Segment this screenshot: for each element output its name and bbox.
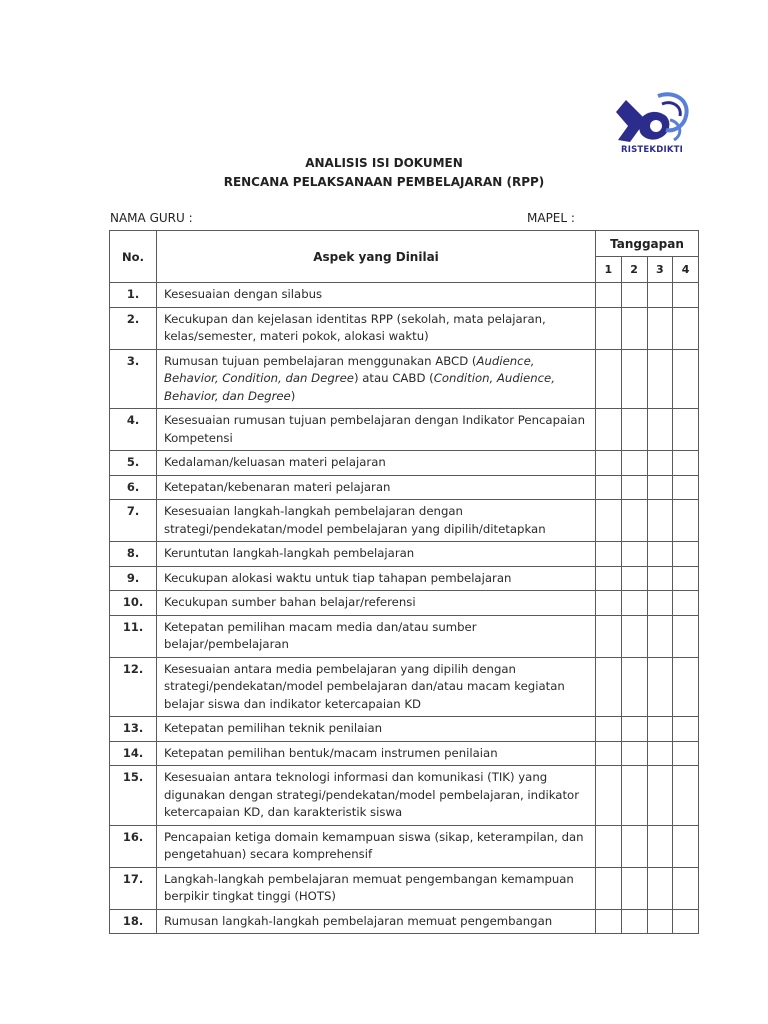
score-cell-3[interactable] [647,615,673,657]
score-cell-3[interactable] [647,766,673,826]
document-title: ANALISIS ISI DOKUMEN [305,156,463,170]
row-number: 15. [110,766,157,826]
row-aspect [157,909,596,934]
table-header-row [110,231,699,257]
score-cell-1[interactable] [596,566,622,591]
row-number: 1. [110,283,157,308]
table-row [110,591,699,616]
table-row [110,500,699,542]
aspect-text: Rumusan tujuan pembelajaran menggunakan ABCD ( [164,353,477,368]
score-cell-2[interactable] [621,542,647,567]
score-cell-4[interactable] [673,500,699,542]
score-cell-1[interactable] [596,909,622,934]
row-aspect [157,867,596,909]
aspect-text: Ketepatan/kebenaran materi pelajaran [164,479,391,494]
mapel-label: MAPEL : [527,211,575,225]
row-aspect [157,451,596,476]
score-cell-4[interactable] [673,349,699,409]
score-cell-3[interactable] [647,909,673,934]
aspect-text: Kecukupan alokasi waktu untuk tiap tahapan pembelajaran [164,570,512,585]
table-row [110,717,699,742]
score-cell-2[interactable] [621,591,647,616]
aspect-text: Kesesuaian rumusan tujuan pembelajaran dengan Indikator Pencapaian Kompetensi [164,413,585,445]
table-row [110,867,699,909]
aspect-text: Kesesuaian dengan silabus [164,287,323,301]
score-cell-1[interactable] [596,766,622,826]
table-row [110,766,699,826]
ristekdikti-logo-icon [612,90,692,146]
header-no: No. [110,231,157,283]
score-header-2: 2 [621,257,647,283]
row-aspect [157,657,596,717]
score-cell-1[interactable] [596,867,622,909]
table-row [110,566,699,591]
aspect-text: Kesesuaian langkah-langkah pembelajaran dengan strategi/pendekatan/model pembelajaran yang dipilih/ditetapkan [164,504,546,536]
row-number: 18. [110,909,157,934]
table-row [110,909,699,934]
score-header-4: 4 [673,257,699,283]
score-cell-3[interactable] [647,741,673,766]
aspect-text-italic: Audience, Behavior, Condition, dan Degree [164,353,535,385]
score-cell-4[interactable] [673,615,699,657]
row-number: 2. [110,307,157,349]
score-cell-2[interactable] [621,349,647,409]
score-cell-3[interactable] [647,451,673,476]
score-cell-1[interactable] [596,451,622,476]
row-aspect [157,409,596,451]
row-number: 10. [110,591,157,616]
row-aspect [157,500,596,542]
aspect-text: Kecukupan dan kejelasan identitas RPP (sekolah, mata pelajaran, kelas/semester, materi pokok, alokasi waktu) [164,311,546,343]
row-number: 5. [110,451,157,476]
score-cell-2[interactable] [621,741,647,766]
row-aspect [157,615,596,657]
score-cell-4[interactable] [673,307,699,349]
aspect-text: Langkah-langkah pembelajaran memuat pengembangan kemampuan berpikir tingkat tinggi (HOTS) [164,871,574,903]
aspect-text: Kedalaman/keluasan materi pelajaran [164,455,386,469]
score-cell-1[interactable] [596,307,622,349]
score-cell-1[interactable] [596,349,622,409]
ristekdikti-logo [612,90,692,156]
score-cell-3[interactable] [647,591,673,616]
row-number: 9. [110,566,157,591]
score-cell-2[interactable] [621,307,647,349]
score-cell-3[interactable] [647,717,673,742]
row-aspect [157,475,596,500]
table-row [110,349,699,409]
score-cell-2[interactable] [621,717,647,742]
score-cell-1[interactable] [596,591,622,616]
score-cell-1[interactable] [596,542,622,567]
score-cell-3[interactable] [647,500,673,542]
score-cell-4[interactable] [673,475,699,500]
row-aspect [157,283,596,308]
score-cell-4[interactable] [673,542,699,567]
score-header-1: 1 [596,257,622,283]
row-number: 7. [110,500,157,542]
score-cell-3[interactable] [647,475,673,500]
score-cell-3[interactable] [647,867,673,909]
aspect-text: ) [290,388,296,403]
row-aspect [157,307,596,349]
score-cell-3[interactable] [647,542,673,567]
score-cell-4[interactable] [673,867,699,909]
aspect-text: Kesesuaian antara teknologi informasi dan komunikasi (TIK) yang digunakan dengan strategi/pendekatan/model pembelajaran, indikator ketercapaian KD, dan karakteristik siswa [164,770,580,819]
score-cell-3[interactable] [647,307,673,349]
score-cell-2[interactable] [621,409,647,451]
score-cell-4[interactable] [673,717,699,742]
row-aspect [157,542,596,567]
table-row [110,741,699,766]
score-cell-2[interactable] [621,283,647,308]
score-cell-2[interactable] [621,566,647,591]
assessment-table [109,230,699,934]
aspect-text: Kecukupan sumber bahan belajar/referensi [164,595,416,609]
score-cell-4[interactable] [673,657,699,717]
aspect-text: ) atau CABD ( [353,371,434,385]
score-cell-1[interactable] [596,615,622,657]
score-cell-1[interactable] [596,825,622,867]
score-cell-4[interactable] [673,566,699,591]
table-row [110,475,699,500]
table-row [110,283,699,308]
table-row [110,451,699,476]
score-cell-1[interactable] [596,500,622,542]
row-number: 13. [110,717,157,742]
row-number: 6. [110,475,157,500]
score-cell-1[interactable] [596,717,622,742]
score-cell-1[interactable] [596,409,622,451]
score-cell-1[interactable] [596,283,622,308]
row-aspect [157,766,596,826]
header-tanggapan: Tanggapan [596,231,699,257]
score-cell-4[interactable] [673,591,699,616]
score-cell-4[interactable] [673,741,699,766]
score-cell-3[interactable] [647,657,673,717]
score-cell-3[interactable] [647,409,673,451]
row-aspect [157,566,596,591]
aspect-text-italic: Condition, Audience, Behavior, dan Degree [164,371,555,403]
row-aspect [157,825,596,867]
aspect-text: Ketepatan pemilihan macam media dan/atau sumber belajar/pembelajaran [164,619,477,651]
row-number: 16. [110,825,157,867]
row-number: 3. [110,349,157,409]
aspect-text: Pencapaian ketiga domain kemampuan siswa (sikap, keterampilan, dan pengetahuan) secara komprehensif [164,829,584,861]
score-cell-3[interactable] [647,825,673,867]
aspect-text: Rumusan langkah-langkah pembelajaran memuat pengembangan [164,913,553,928]
header-aspect: Aspek yang Dinilai [157,231,596,283]
score-cell-4[interactable] [673,909,699,934]
score-cell-1[interactable] [596,741,622,766]
score-cell-4[interactable] [673,825,699,867]
table-row [110,657,699,717]
table-row [110,307,699,349]
score-cell-3[interactable] [647,566,673,591]
score-cell-3[interactable] [647,349,673,409]
score-cell-4[interactable] [673,451,699,476]
nama-guru-label: NAMA GURU : [110,211,193,225]
document-subtitle: RENCANA PELAKSANAAN PEMBELAJARAN (RPP) [223,175,545,189]
score-cell-3[interactable] [647,283,673,308]
aspect-text: Kesesuaian antara media pembelajaran yang dipilih dengan strategi/pendekatan/model pembelajaran dan/atau macam kegiatan belajar siswa dan indikator ketercapaian KD [164,661,565,711]
table-row [110,825,699,867]
aspect-text: Keruntutan langkah-langkah pembelajaran [164,546,415,560]
row-number: 12. [110,657,157,717]
score-header-3: 3 [647,257,673,283]
row-aspect [157,741,596,766]
score-cell-2[interactable] [621,451,647,476]
score-cell-4[interactable] [673,766,699,826]
logo-text: RISTEKDIKTI [621,145,683,155]
score-cell-2[interactable] [621,909,647,934]
aspect-text: Ketepatan pemilihan bentuk/macam instrumen penilaian [164,745,498,760]
row-number: 11. [110,615,157,657]
row-number: 4. [110,409,157,451]
score-cell-2[interactable] [621,615,647,657]
row-number: 14. [110,741,157,766]
row-aspect [157,717,596,742]
score-cell-2[interactable] [621,825,647,867]
row-number: 8. [110,542,157,567]
score-cell-2[interactable] [621,475,647,500]
table-row [110,542,699,567]
score-cell-1[interactable] [596,657,622,717]
row-aspect [157,591,596,616]
score-cell-2[interactable] [621,500,647,542]
score-cell-1[interactable] [596,475,622,500]
score-cell-4[interactable] [673,283,699,308]
table-row [110,409,699,451]
table-row [110,615,699,657]
aspect-text: Ketepatan pemilihan teknik penilaian [164,721,383,735]
row-number: 17. [110,867,157,909]
row-aspect [157,349,596,409]
score-cell-4[interactable] [673,409,699,451]
score-cell-2[interactable] [621,766,647,826]
score-cell-2[interactable] [621,657,647,717]
score-cell-2[interactable] [621,867,647,909]
